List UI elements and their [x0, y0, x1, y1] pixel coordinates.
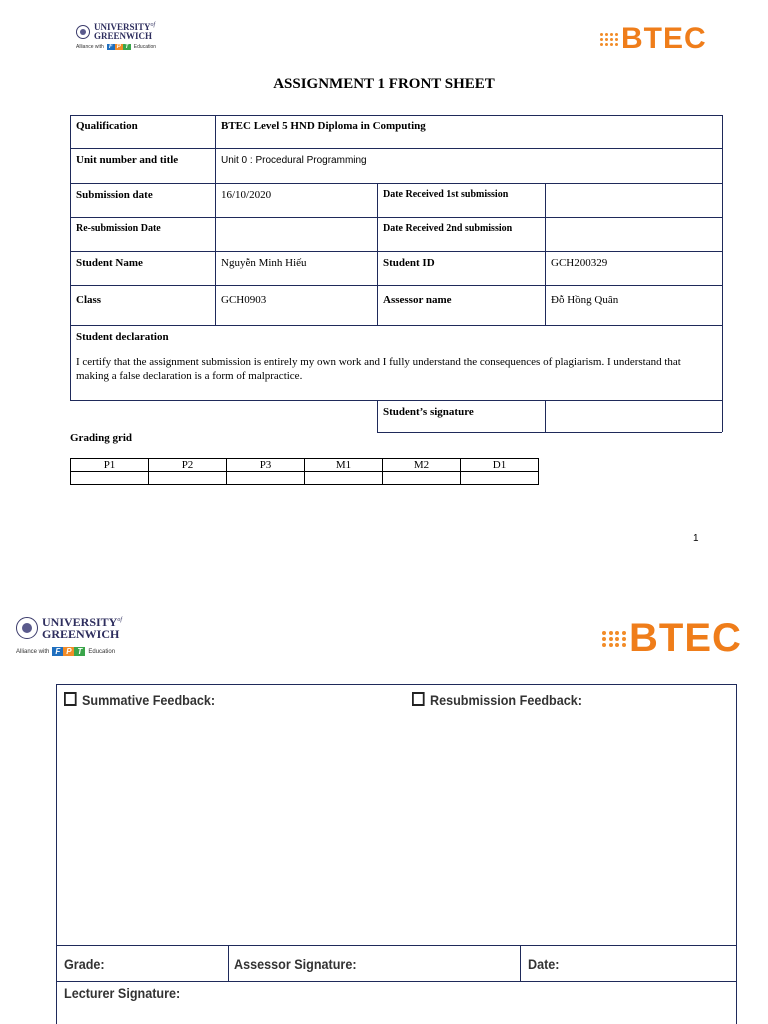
date-received-1-value: [546, 185, 722, 193]
resubmission-date-value: [216, 219, 376, 227]
university-line2: GREENWICH: [42, 627, 120, 641]
fpt-letter-f: F: [52, 647, 63, 656]
date-received-1-label: Date Received 1st submission: [383, 189, 509, 200]
grading-grid: [70, 458, 539, 485]
alliance-suffix: Education: [88, 648, 116, 655]
alliance-prefix: Alliance with: [16, 648, 50, 655]
university-line1: UNIVERSITY: [94, 22, 151, 32]
btec-logo-page2: [602, 616, 742, 661]
grading-header-row: [71, 459, 539, 472]
fpt-logo: [52, 647, 85, 656]
grade-p3-cell[interactable]: [227, 472, 305, 485]
page-number: 1: [693, 533, 699, 544]
unit-value: Unit 0 : Procedural Programming: [221, 155, 367, 166]
submission-date-label: Submission date: [76, 189, 153, 201]
resubmission-date-label: Re-submission Date: [76, 223, 161, 234]
fpt-letter-t: T: [123, 44, 131, 50]
date-received-2-value: [546, 219, 722, 227]
class-value: GCH0903: [221, 294, 267, 306]
student-signature-value: [546, 402, 722, 410]
grade-p2-cell[interactable]: [149, 472, 227, 485]
grade-d1-header: D1: [461, 459, 539, 472]
grade-label: Grade:: [64, 956, 105, 972]
university-line1: UNIVERSITY: [42, 615, 118, 629]
assessor-name-value: Đỗ Hồng Quân: [551, 294, 619, 306]
student-name-value: Nguyễn Minh Hiếu: [221, 257, 307, 269]
fpt-letter-p: P: [116, 44, 121, 50]
date-label: Date:: [528, 956, 560, 972]
assessor-name-label: Assessor name: [383, 294, 452, 306]
btec-wordmark: BTEC: [621, 22, 707, 55]
assessor-signature-label: Assessor Signature:: [234, 956, 357, 972]
dots-icon: [600, 33, 618, 46]
btec-wordmark: BTEC: [629, 616, 742, 660]
crest-icon: [76, 25, 90, 39]
grade-d1-cell[interactable]: [461, 472, 539, 485]
submission-date-value: 16/10/2020: [221, 189, 272, 201]
grade-m2-header: M2: [383, 459, 461, 472]
summative-feedback-label: Summative Feedback:: [82, 692, 216, 708]
student-signature-label: Student’s signature: [383, 406, 474, 418]
summative-feedback-heading: [64, 692, 215, 708]
date-received-2-label: Date Received 2nd submission: [383, 223, 513, 234]
fpt-letter-f: F: [107, 44, 115, 50]
dots-icon: [602, 631, 626, 647]
qualification-value: BTEC Level 5 HND Diploma in Computing: [221, 120, 426, 132]
btec-logo: [600, 22, 707, 56]
grade-p3-header: P3: [227, 459, 305, 472]
alliance-line: [76, 44, 156, 50]
grade-p1-cell[interactable]: [71, 472, 149, 485]
university-of: of: [117, 617, 123, 623]
checkbox-icon[interactable]: [412, 692, 425, 706]
grade-m1-cell[interactable]: [305, 472, 383, 485]
checkbox-icon[interactable]: [64, 692, 77, 706]
grading-grid-label: Grading grid: [70, 432, 133, 444]
alliance-prefix: Alliance with: [76, 44, 104, 50]
resubmission-feedback-heading: [412, 692, 582, 708]
university-logo-page2: [16, 616, 122, 656]
university-line2: GREENWICH: [94, 31, 153, 41]
page-title: ASSIGNMENT 1 FRONT SHEET: [273, 76, 495, 92]
grade-p2-header: P2: [149, 459, 227, 472]
declaration-label: Student declaration: [76, 331, 169, 343]
lecturer-signature-label: Lecturer Signature:: [64, 985, 181, 1001]
resubmission-feedback-label: Resubmission Feedback:: [430, 692, 582, 708]
qualification-label: Qualification: [76, 120, 138, 132]
crest-icon: [16, 617, 38, 639]
grading-value-row: [71, 472, 539, 485]
student-name-label: Student Name: [76, 257, 143, 269]
university-of: of: [150, 22, 156, 28]
class-label: Class: [76, 294, 102, 306]
grade-m2-cell[interactable]: [383, 472, 461, 485]
grade-p1-header: P1: [71, 459, 149, 472]
unit-label: Unit number and title: [76, 154, 179, 166]
fpt-logo: [107, 44, 131, 50]
student-id-label: Student ID: [383, 257, 435, 269]
student-id-value: GCH200329: [551, 257, 608, 269]
grade-m1-header: M1: [305, 459, 383, 472]
declaration-text: I certify that the assignment submission is entirely my own work and I fully understand the consequences of plagiarism. I understand that making a false declaration is a form of malpractice.: [76, 356, 681, 382]
alliance-suffix: Education: [133, 44, 157, 50]
fpt-letter-p: P: [63, 647, 74, 656]
alliance-line: [16, 647, 122, 656]
fpt-letter-t: T: [74, 647, 85, 656]
university-logo: [76, 22, 156, 50]
